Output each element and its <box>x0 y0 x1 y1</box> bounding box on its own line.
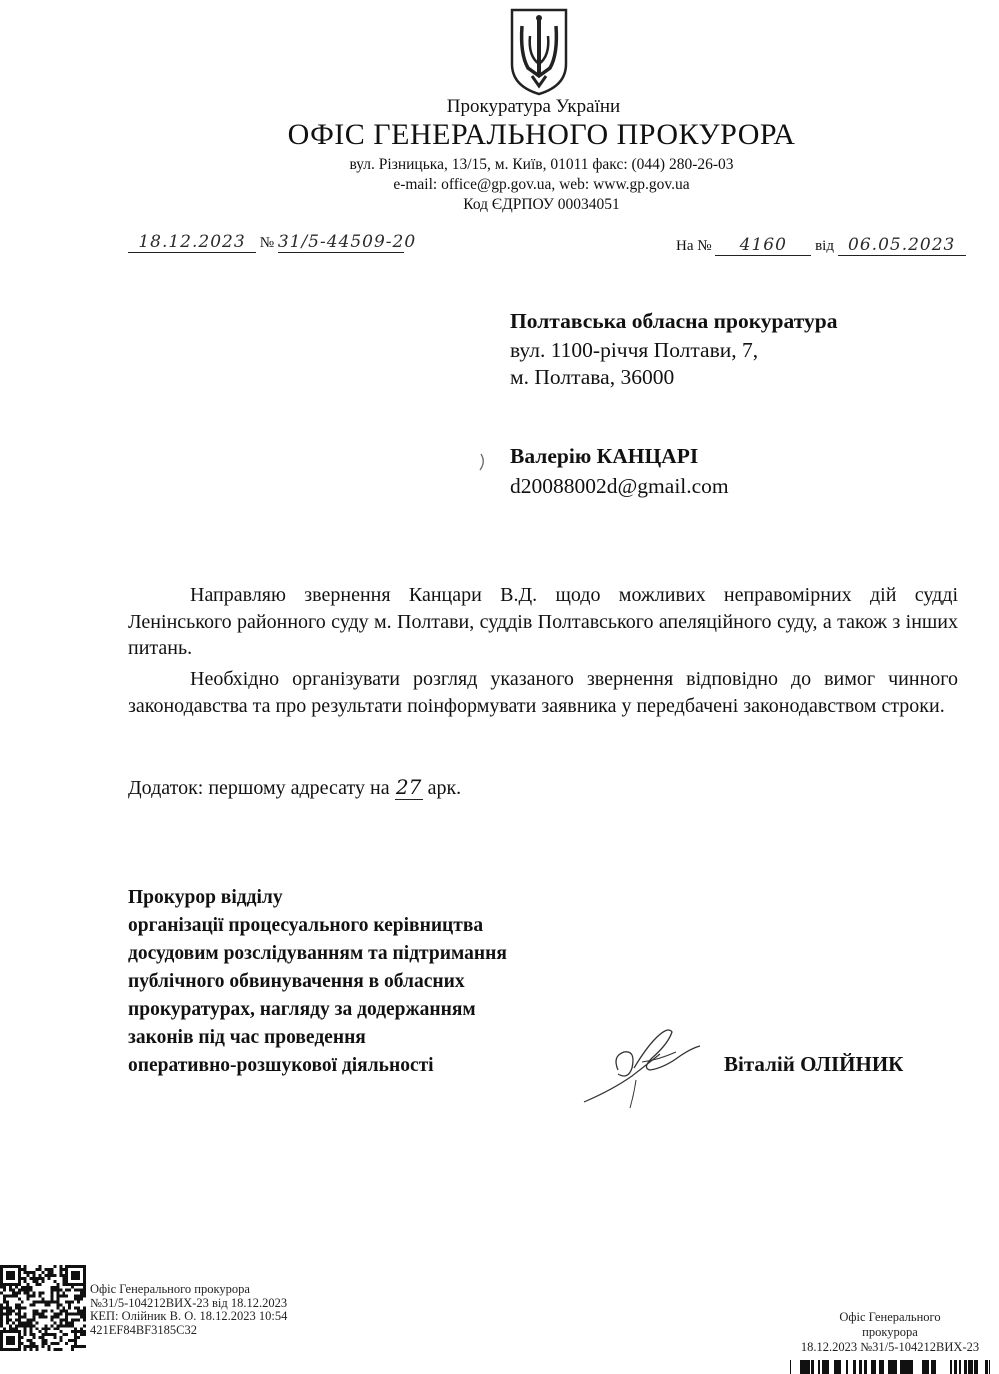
recipient-address-line: м. Полтава, 36000 <box>510 365 675 389</box>
reply-reference <box>676 235 966 256</box>
office-name: ОФІС ГЕНЕРАЛЬНОГО ПРОКУРОРА <box>287 118 796 151</box>
barcode-icon <box>790 1360 990 1374</box>
outgoing-reference <box>128 232 417 253</box>
from-label: від <box>815 238 834 254</box>
ministry-name: Прокуратура України <box>446 96 621 117</box>
appendix-prefix: Додаток: першому адресату на <box>128 777 390 799</box>
signer-title-line: прокуратурах, нагляду за додержанням <box>128 999 476 1020</box>
appendix-sheet-count: 27 <box>395 775 422 799</box>
appendix-line <box>128 775 461 800</box>
recipient-address-line: вул. 1100-річчя Полтави, 7, <box>510 338 759 362</box>
outgoing-date: 18.12.2023 <box>128 232 256 253</box>
office-edrpou-code: Код ЄДРПОУ 00034051 <box>463 196 620 213</box>
office-address: вул. Різницька, 13/15, м. Київ, 01011 факс: (044) 280-26-03 <box>349 156 734 173</box>
signer-title-line: Прокурор відділу <box>128 887 283 908</box>
number-label: № <box>259 235 275 251</box>
body-paragraph: Необхідно організувати розгляд указаного звернення відповідно до вимог чинного законодавства та про результати поінформувати заявника у передбачені законодавством строки. <box>128 668 958 717</box>
outgoing-number: 31/5-44509-20 <box>277 232 417 252</box>
signer-title-line: досудовим розслідуванням та підтримання <box>128 943 507 964</box>
electronic-signature-stamp <box>90 1283 287 1337</box>
recipient-email: d20088002d@gmail.com <box>510 474 729 498</box>
signer-title-line: оперативно-розшукової діяльності <box>128 1055 434 1076</box>
check-mark-icon <box>478 452 488 472</box>
signer-title-line: законів під час проведення <box>128 1027 366 1048</box>
signer-title-line: організації процесуального керівництва <box>128 915 484 936</box>
stamp-line: КЕП: Олійник В. О. 18.12.2023 10:54 <box>90 1309 288 1323</box>
qr-code-icon <box>0 1265 86 1351</box>
reply-to-label: На № <box>676 238 712 254</box>
office-contacts: e-mail: office@gp.gov.ua, web: www.gp.gov.ua <box>393 176 690 193</box>
signer-title-line: публічного обвинувачення в обласних <box>128 971 465 992</box>
reply-to-date: 06.05.2023 <box>838 235 966 256</box>
stamp-line: 421EF84BF3185C32 <box>90 1322 197 1337</box>
stamp-line: Офіс Генерального <box>839 1310 941 1324</box>
stamp-line: №31/5-104212ВИХ-23 від 18.12.2023 <box>90 1295 288 1310</box>
trident-coat-of-arms-icon <box>508 6 570 98</box>
stamp-line: 18.12.2023 №31/5-104212ВИХ-23 <box>800 1340 980 1354</box>
body-paragraph: Направляю звернення Канцари В.Д. щодо можливих неправомірних дій судді Ленінського районного суду м. Полтави, суддів Полтавського апеляційного суду, а також з інших питань. <box>128 584 958 659</box>
recipient-name: Полтавська обласна прокуратура <box>510 309 838 333</box>
handwritten-signature-icon <box>572 1018 712 1110</box>
reply-to-number: 4160 <box>715 235 811 256</box>
signer-name: Віталій ОЛІЙНИК <box>724 1052 904 1076</box>
stamp-line: Офіс Генерального прокурора <box>90 1282 250 1296</box>
stamp-line: прокурора <box>862 1325 918 1339</box>
appendix-suffix: арк. <box>427 777 462 799</box>
registration-stamp <box>780 1310 999 1355</box>
recipient-name: Валерію КАНЦАРІ <box>510 444 699 468</box>
